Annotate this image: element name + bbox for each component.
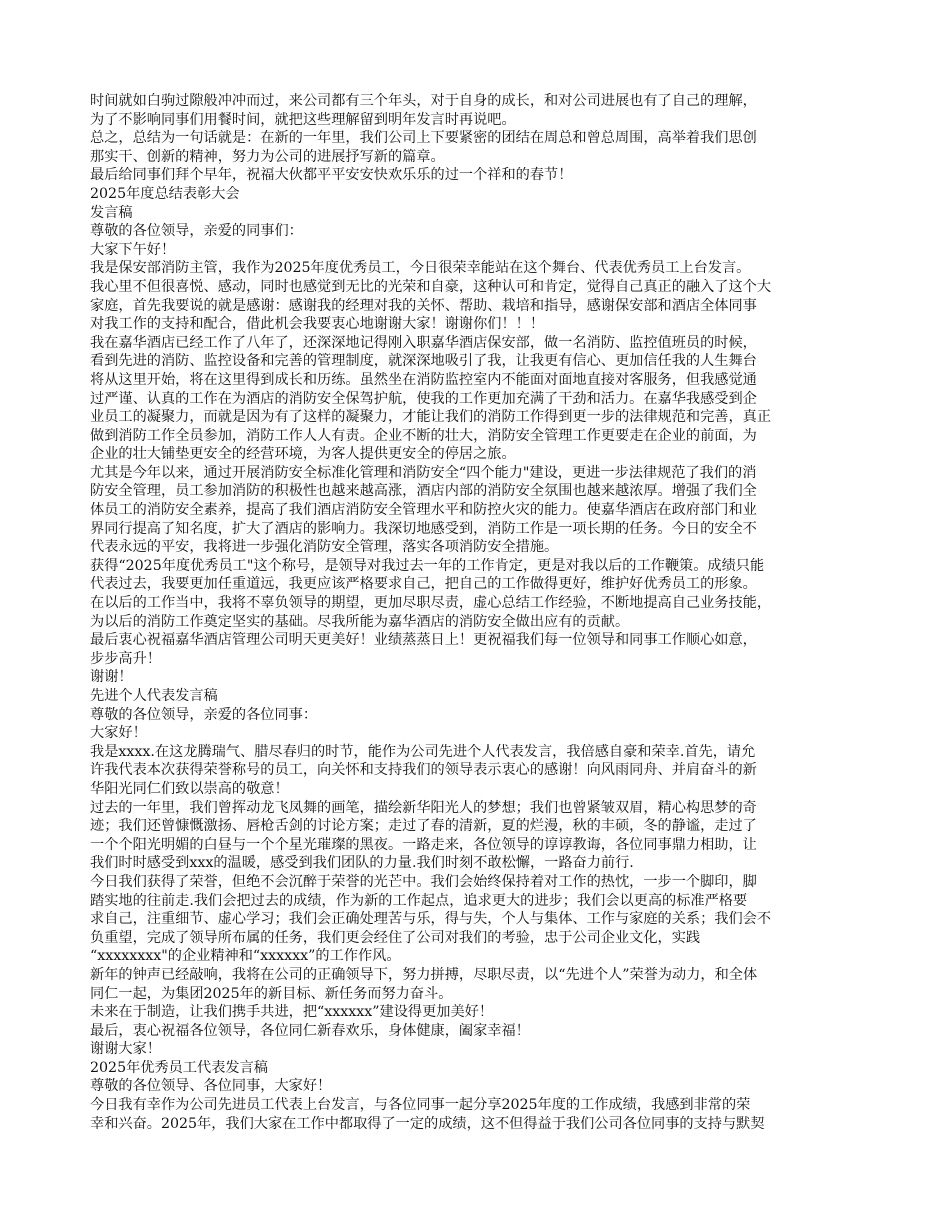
text-line: 我们时时感受到xxx的温暖，感受到我们团队的力量.我们时刻不敢松懈，一路奋力前行.: [90, 855, 634, 872]
text-line: 那实干、创新的精神，努力为公司的进展抒写新的篇章。: [90, 148, 445, 165]
text-line: 获得“2025年度优秀员工"这个称号，是领导对我过去一年的工作肯定，更是对我以后的工作鞭策。成绩只能: [90, 557, 765, 574]
text-line: 步步高升！: [90, 650, 161, 667]
text-line: 尊敬的各位领导，亲爱的各位同事：: [90, 706, 318, 723]
text-line: 新年的钟声已经敲响，我将在公司的正确领导下，努力拼搏，尽职尽责，以“先进个人”荣誉为动力，和全体: [90, 966, 758, 983]
text-line: 许我代表本次获得荣誉称号的员工，向关怀和支持我们的领导表示衷心的感谢！向风雨同舟、并肩奋斗的新: [90, 762, 757, 779]
text-line: 大家好！: [90, 725, 147, 742]
text-line: 求自己，注重细节、虚心学习；我们会正确处理苦与乐，得与失，个人与集体、工作与家庭的关系；我们会不: [90, 911, 772, 928]
text-line: 代表过去，我要更加任重道远，我更应该严格要求自己，把自己的工作做得更好，维护好优秀员工的形象。: [90, 576, 757, 593]
text-line: 我心里不但很喜悦、感动，同时也感觉到无比的光荣和自豪，这种认可和肯定，觉得自己真正的融入了这个大: [90, 278, 772, 295]
text-line: 我在嘉华酒店已经工作了八年了，还深深地记得刚入职嘉华酒店保安部，做一名消防、监控值班员的时候，: [90, 334, 757, 351]
text-line: 防安全管理，员工参加消防的积极性也越来越高涨，酒店内部的消防安全氛围也越来越浓厚。增强了我们全: [90, 483, 757, 500]
text-line: 幸和兴奋。2025年，我们大家在工作中都取得了一定的成绩，这不但得益于我们公司各位同事的支持与默契: [90, 1115, 765, 1132]
text-line: 最后给同事们拜个早年，祝福大伙都平平安安快欢乐乐的过一个祥和的春节！: [90, 167, 573, 184]
text-line: 先进个人代表发言稿: [90, 688, 218, 704]
text-line: 今日我们获得了荣誉，但绝不会沉醉于荣誉的光芒中。我们会始终保持着对工作的热忱，一步一个脚印，脚: [90, 873, 757, 890]
text-line: 对我工作的支持和配合，借此机会我要衷心地谢谢大家！谢谢你们！！！: [90, 316, 545, 333]
text-line: 时间就如白驹过隙般冲冲而过，来公司都有三个年头，对于自身的成长，和对公司进展也有了自己的理解，: [90, 93, 757, 109]
text-line: 迹；我们还曾慷慨激扬、唇枪舌剑的讨论方案；走过了春的清新，夏的烂漫，秋的丰硕，冬的静谧，走过了: [90, 818, 757, 835]
text-line: 尊敬的各位领导、各位同事，大家好！: [90, 1078, 332, 1095]
text-line: 发言稿: [90, 204, 133, 221]
text-line: 同仁一起，为集团2025年的新目标、新任务而努力奋斗。: [90, 985, 453, 1002]
text-line: 看到先进的消防、监控设备和完善的管理制度，就深深地吸引了我，让我更有信心、更加信任我的人生舞台: [90, 353, 757, 370]
text-line: 为了不影响同事们用餐时间，就把这些理解留到明年发言时再说吧。: [90, 111, 516, 128]
text-line: 2025年优秀员工代表发言稿: [90, 1059, 268, 1076]
text-line: 谢谢大家！: [90, 1041, 161, 1058]
text-line: 尊敬的各位领导，亲爱的同事们：: [90, 223, 303, 240]
text-line: 体员工的消防安全素养，提高了我们酒店消防安全管理水平和防控火灾的能力。使嘉华酒店在政府部门和业: [90, 502, 757, 519]
text-line: 大家下午好！: [90, 241, 176, 258]
text-line: 家庭，首先我要说的就是感谢：感谢我的经理对我的关怀、帮助、栽培和指导，感谢保安部和酒店全体同事: [90, 297, 757, 314]
text-line: 未来在于制造，让我们携手共进，把“xxxxxx”建设得更加美好！: [90, 1004, 494, 1021]
text-line: 过去的一年里，我们曾挥动龙飞凤舞的画笔，描绘新华阳光人的梦想；我们也曾紧皱双眉，精心构思梦的奇: [90, 799, 757, 816]
text-line: 界同行提高了知名度，扩大了酒店的影响力。我深切地感受到，消防工作是一项长期的任务。今日的安全不: [90, 520, 757, 537]
text-line: 为以后的消防工作奠定坚实的基础。尽我所能为嘉华酒店的消防安全做出应有的贡献。: [90, 613, 630, 630]
text-line: 过严谨、认真的工作在为酒店的消防安全保驾护航，使我的工作更加充满了干劲和活力。在嘉华我感受到企: [90, 390, 757, 407]
text-line: 我是保安部消防主管，我作为2025年度优秀员工，今日很荣幸能站在这个舞台、代表优秀员工上台发言。: [90, 260, 751, 277]
text-line: 业员工的凝聚力，而就是因为有了这样的凝聚力，才能让我们的消防工作得到更一步的法律规范和完善，真正: [90, 409, 772, 426]
text-line: 今日我有幸作为公司先进员工代表上台发言，与各位同事一起分享2025年度的工作成绩，我感到非常的荣: [90, 1097, 751, 1114]
text-line: 代表永远的平安，我将进一步强化消防安全管理，落实各项消防安全措施。: [90, 539, 559, 556]
text-line: 负重望，完成了领导所布属的任务，我们更会经住了公司对我们的考验，忠于公司企业文化，实践: [90, 929, 701, 946]
text-line: 2025年度总结表彰大会: [90, 185, 240, 202]
text-line: 华阳光同仁们致以崇高的敬意！: [90, 780, 289, 797]
text-line: 企业的壮大铺垫更安全的经营环境，为客人提供更安全的停居之旅。: [90, 446, 516, 463]
text-line: 我是xxxx.在这龙腾瑞气、腊尽春归的时节，能作为公司先进个人代表发言，我倍感自豪和荣幸.首先，请允: [90, 743, 756, 760]
text-line: 最后衷心祝福嘉华酒店管理公司明天更美好！业绩蒸蒸日上！更祝福我们每一位领导和同事工作顺心如意，: [90, 632, 757, 649]
text-line: 在以后的工作当中，我将不辜负领导的期望，更加尽职尽责，虚心总结工作经验，不断地提高自己业务技能，: [90, 595, 772, 612]
text-line: 最后，衷心祝福各位领导，各位同仁新春欢乐，身体健康，阖家幸福！: [90, 1022, 530, 1039]
text-line: 尤其是今年以来，通过开展消防安全标准化管理和消防安全“四个能力"建设，更进一步法律规范了我们的消: [90, 464, 757, 481]
text-line: 做到消防工作全员参加，消防工作人人有责。企业不断的壮大，消防安全管理工作更要走在企业的前面，为: [90, 427, 757, 444]
text-line: 将从这里开始，将在这里得到成长和历练。虽然坐在消防监控室内不能面对面地直接对客服务，但我感觉通: [90, 371, 757, 388]
text-line: 谢谢！: [90, 669, 133, 686]
text-line: 踏实地的往前走.我们会把过去的成绩，作为新的工作起点，追求更大的进步；我们会以更高的标准严格要: [90, 892, 748, 909]
text-line: “xxxxxxxx"的企业精神和“xxxxxx”的工作作风。: [90, 948, 401, 965]
text-line: 一个个阳光明媚的白昼与一个个星光璀璨的黑夜。一路走来，各位领导的谆谆教诲，各位同事鼎力相助，让: [90, 836, 757, 853]
text-line: 总之，总结为一句话就是：在新的一年里，我们公司上下要紧密的团结在周总和曾总周围，高举着我们思创: [90, 130, 757, 147]
